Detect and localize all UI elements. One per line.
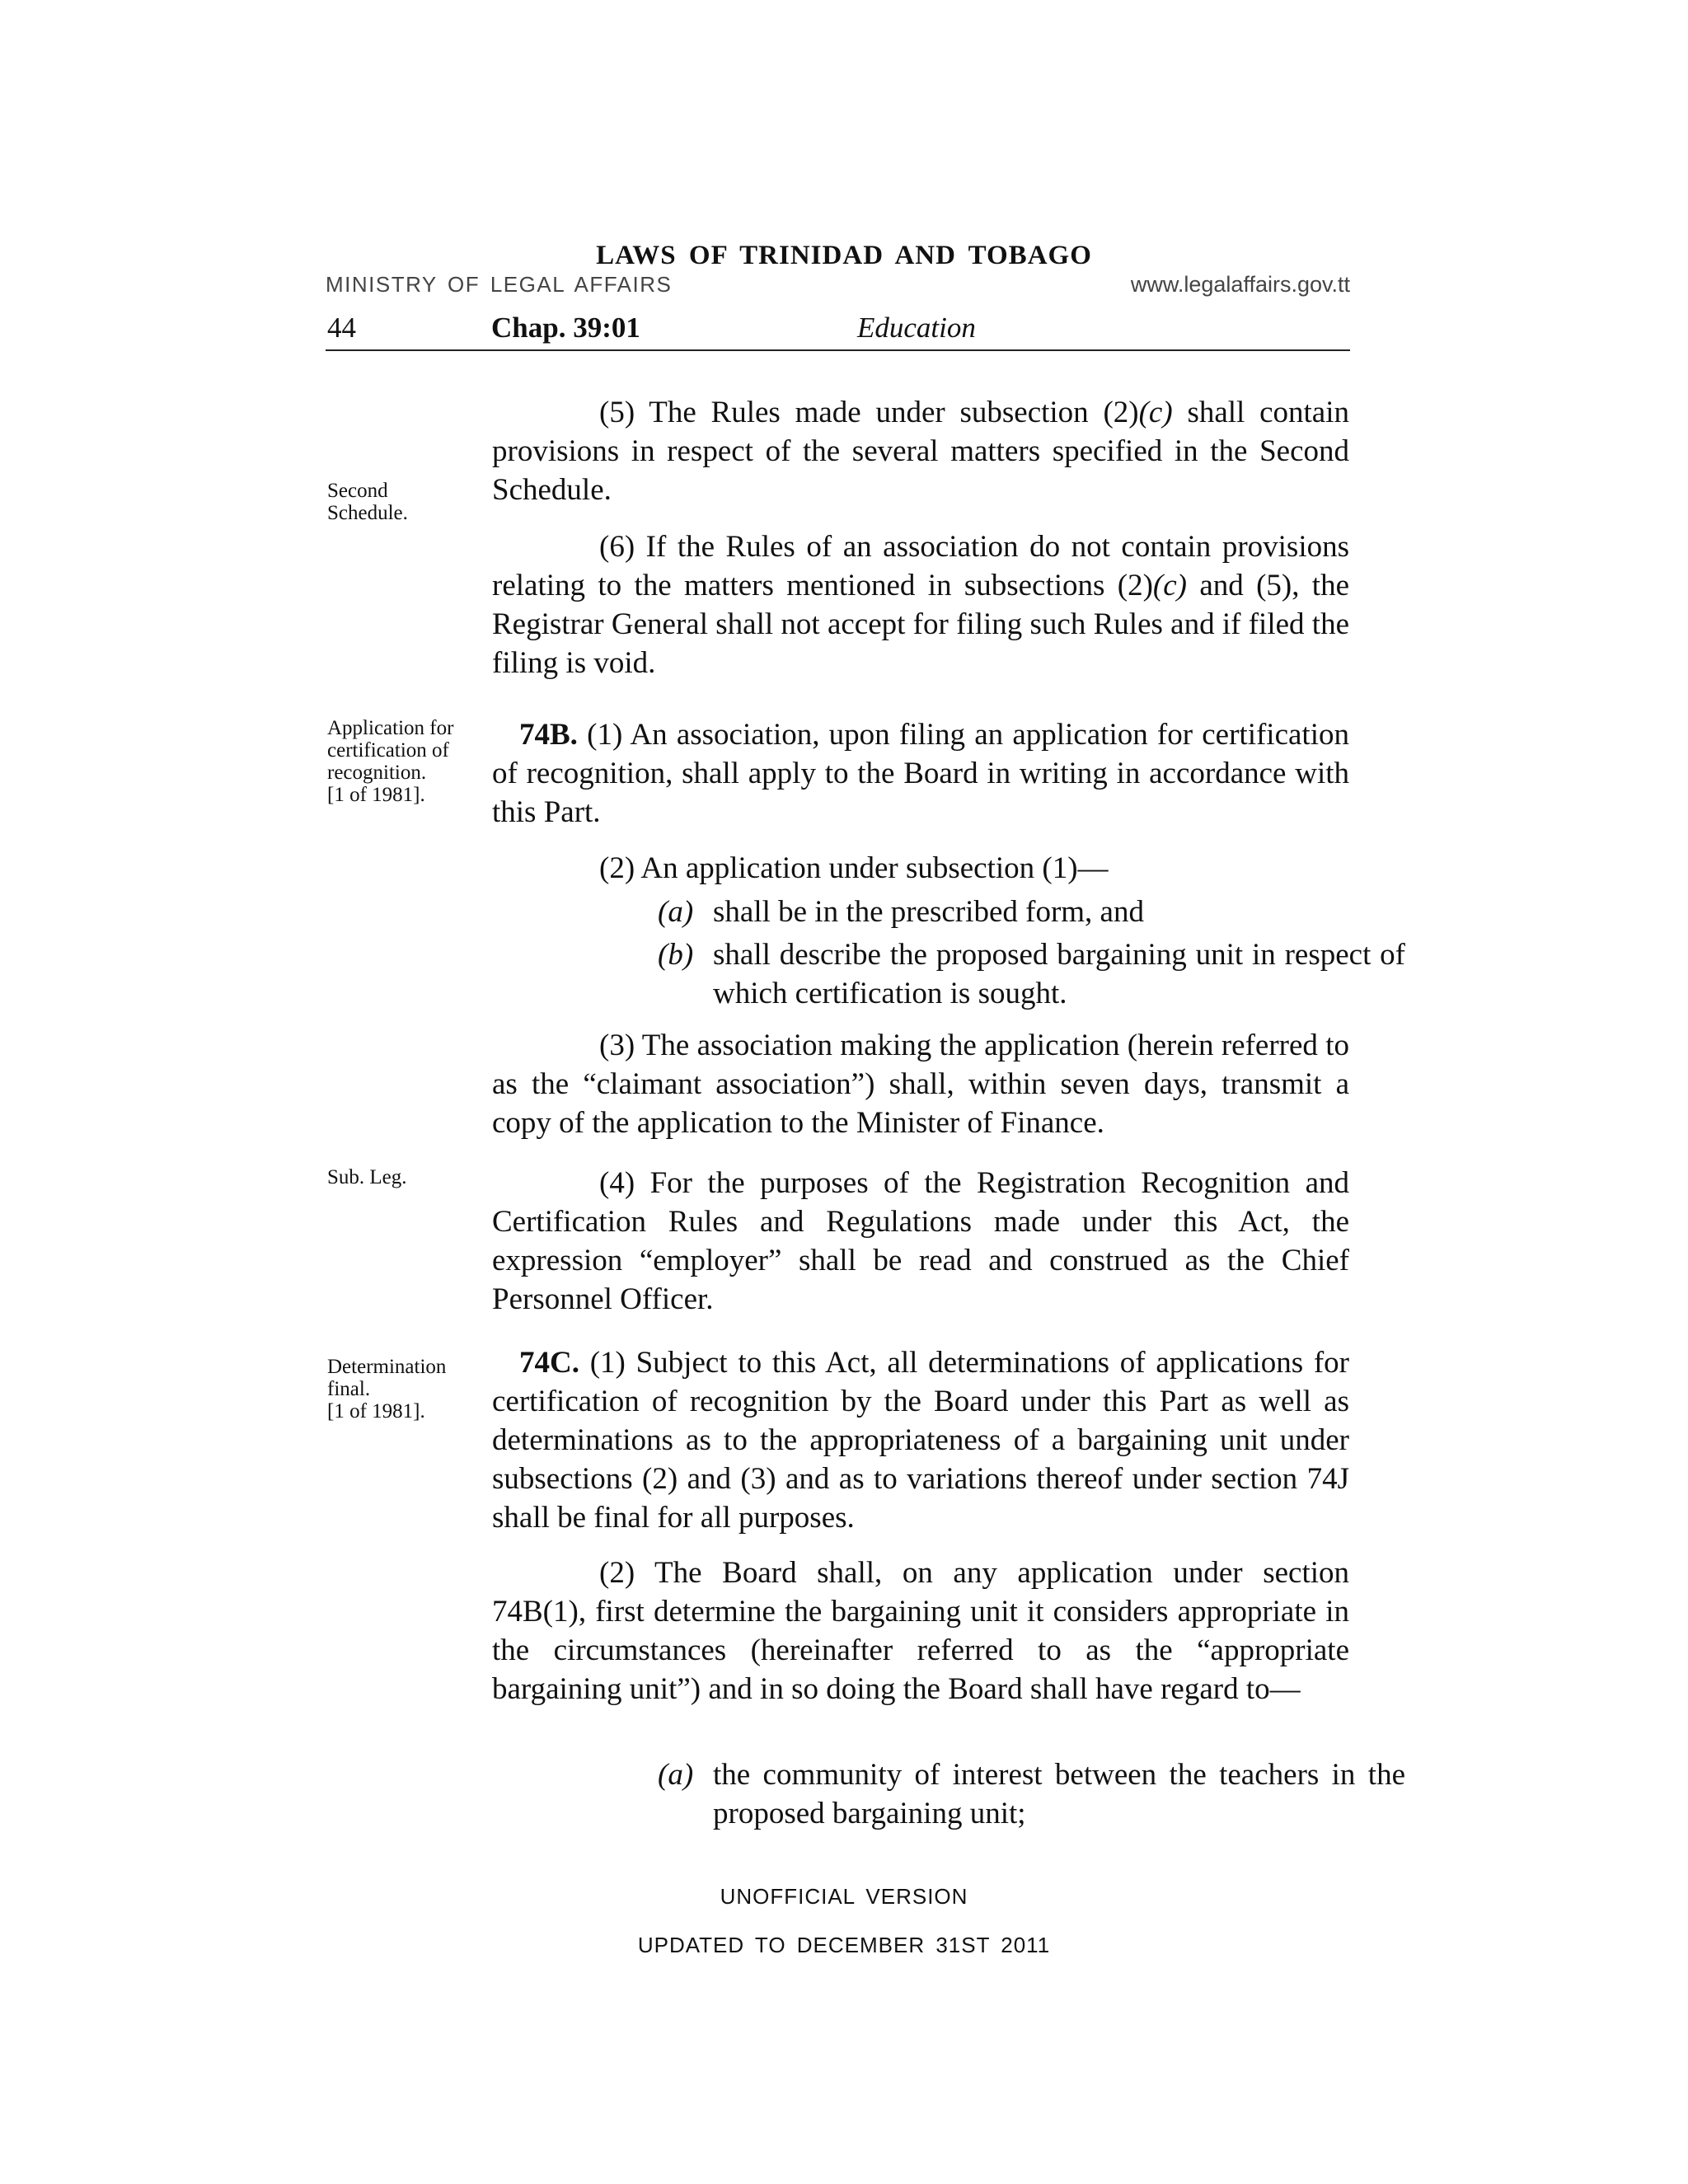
section-number: 74B. [519, 718, 578, 752]
website-link[interactable]: www.legalaffairs.gov.tt [1130, 272, 1350, 297]
header-divider [326, 349, 1350, 351]
margin-note-determination [327, 1356, 471, 1422]
margin-note-heading: Determination final. [327, 1356, 447, 1400]
margin-note-heading: Application for certification of recognition. [327, 717, 454, 784]
section-74b-1: 74B. (1) An association, upon filing an application for certification of recognition, shall apply to the Board in writing in accordance with this Part. [492, 718, 1349, 829]
section-74b-4: (4) For the purposes of the Registration Recognition and Certification Rules and Regulations made under this Act, the expression “employer” shall be read and construed as the Chief Personnel Officer. [492, 1166, 1349, 1316]
footer-version: UNOFFICIAL VERSION [720, 1884, 968, 1909]
margin-note-reference: [1 of 1981]. [327, 1400, 425, 1422]
ministry-label: MINISTRY OF LEGAL AFFAIRS [326, 272, 673, 297]
chapter-number: Chap. 39:01 [491, 312, 640, 344]
subsection-5: (5) The Rules made under subsection (2)(c) shall contain provisions in respect of the several matters specified in the Second Schedule. [492, 396, 1349, 507]
footer-updated: UPDATED TO DECEMBER 31ST 2011 [637, 1933, 1051, 1957]
section-74c-2: (2) The Board shall, on any application under section 74B(1), first determine the bargaining unit it considers appropriate in the circumstances (hereinafter referred to as the “appropriate bargaining unit”) and in so doing the Board shall have regard to— [492, 1556, 1349, 1706]
section-74b-2b: (b) shall describe the proposed bargaining unit in respect of which certification is sought. [658, 938, 1405, 1010]
section-74b-2a: (a) shall be in the prescribed form, and [658, 895, 1144, 929]
chapter-subject: Education [857, 312, 976, 344]
subsection-6: (6) If the Rules of an association do not contain provisions relating to the matters mentioned in subsections (2)(c) and (5), the Registrar General shall not accept for filing such Rules and if filed the filing is void. [492, 530, 1349, 680]
margin-note-sub-leg: Sub. Leg. [327, 1166, 407, 1188]
section-74b-2: (2) An application under subsection (1)— [599, 851, 1109, 885]
page-number: 44 [327, 312, 356, 344]
section-74c-2a: (a) the community of interest between the teachers in the proposed bargaining unit; [658, 1758, 1405, 1830]
margin-note-reference: [1 of 1981]. [327, 784, 425, 806]
margin-note-second-schedule: Second Schedule. [327, 480, 408, 524]
header-title: LAWS OF TRINIDAD AND TOBAGO [596, 241, 1092, 270]
section-74c-1: 74C. (1) Subject to this Act, all determinations of applications for certification of recognition by the Board under this Part as well as determinations as to the appropriateness of a bargaining unit under subsections (2) and (3) and as to variations thereof under section 74J shall be final for all purposes. [492, 1346, 1349, 1535]
section-number: 74C. [519, 1346, 579, 1380]
margin-note-application [327, 717, 471, 806]
section-74b-3: (3) The association making the application (herein referred to as the “claimant association”) shall, within seven days, transmit a copy of the application to the Minister of Finance. [492, 1029, 1349, 1140]
